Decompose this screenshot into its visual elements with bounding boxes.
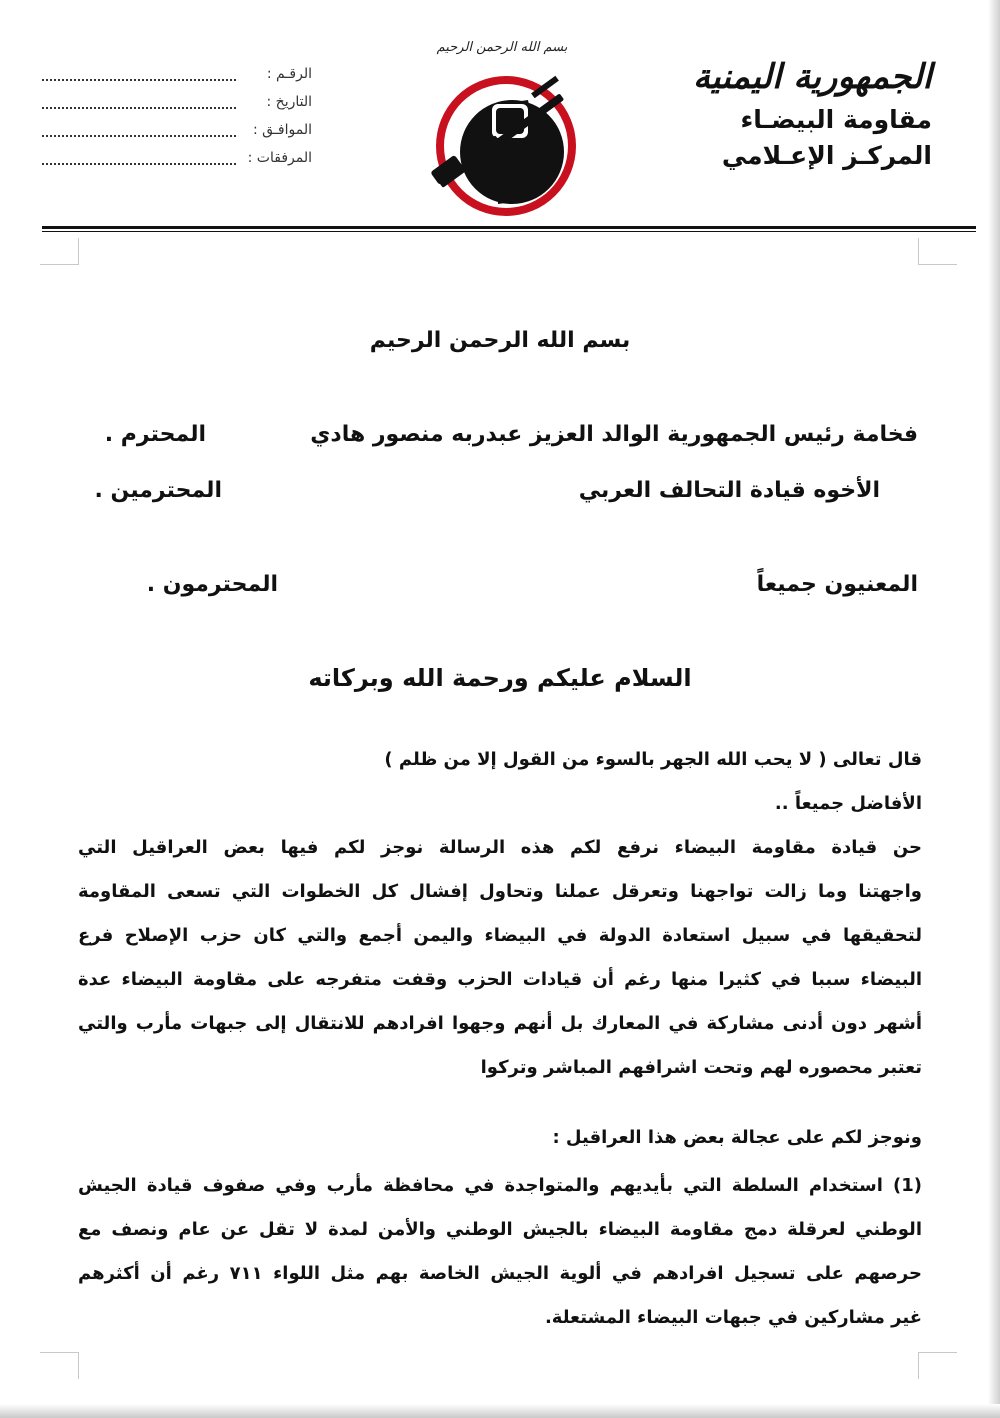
page-bottom-shadow <box>0 1404 1000 1418</box>
resistance-logo <box>422 40 582 220</box>
field-date <box>42 88 312 116</box>
paragraph-1-line: البيضاء سببا في كثيرا منها رغم أن قيادات الحزب وقفت متفرجه على مقاومة البيضاء عدة <box>78 969 922 990</box>
header-divider-thick <box>42 226 976 229</box>
obstacles-intro-line: ونوجز لكم على عجالة بعض هذا العراقيل : <box>552 1127 922 1148</box>
crop-mark-bottom-right <box>918 1352 957 1379</box>
field-date-line <box>42 95 236 109</box>
addressee-coalition-name: الأخوه قيادة التحالف العربي <box>578 478 880 503</box>
field-corresponding-label: الموافـق : <box>252 122 312 138</box>
organization-name: مقاومة البيضـاء <box>740 105 932 134</box>
addressee-coalition-honorific: المحترمين . <box>94 478 222 503</box>
addressee-coalition <box>78 478 918 512</box>
letter-salutation: الأفاضل جميعاً .. <box>774 793 922 814</box>
paragraph-2 <box>78 1164 922 1340</box>
addressee-concerned <box>78 572 918 606</box>
paragraph-1-line: أشهر دون أدنى مشاركة في المعارك بل أنهم وجهوا افرادهم للانتقال إلى جبهات مأرب والتي <box>78 1013 922 1034</box>
field-number-line <box>42 67 236 81</box>
paragraph-1-line: حن قيادة مقاومة البيضاء نرفع لكم هذه الرسالة نوجز لكم فيها بعض العراقيل التي <box>78 837 922 858</box>
media-center-name: المركـز الإعـلامي <box>721 141 932 170</box>
addressee-concerned-honorific: المحترمون . <box>146 572 278 597</box>
republic-name: الجمهورية اليمنية <box>692 57 932 97</box>
paragraph-1-line: تعتبر محصوره لهم وتحت اشرافهم المباشر وتركوا <box>480 1057 922 1078</box>
crop-mark-top-right <box>918 238 957 265</box>
field-date-label: التاريخ : <box>266 94 312 110</box>
field-number <box>42 60 312 88</box>
paragraph-1-line: واجهتنا وما زالت تواجهنا وتعرقل عملنا وتحاول إفشال كل الخطوات التي تسعى المقاومة <box>78 881 922 902</box>
paragraph-1-line: لتحقيقها في سبيل استعادة الدولة في البيضاء واليمن أجمع والتي كان حزب الإصلاح فرع <box>78 925 922 946</box>
page-edge-shadow <box>988 0 1000 1418</box>
letter-quote-block <box>78 738 922 826</box>
addressee-president-honorific: المحترم . <box>104 422 206 447</box>
field-number-label: الرقـم : <box>266 66 312 82</box>
field-attachments-line <box>42 151 236 165</box>
paragraph-2-line: (1) استخدام السلطة التي بأيديهم والمتواجدة في محافظة مأرب وفي صفوف قيادة الجيش <box>78 1175 922 1196</box>
addressee-president-name: فخامة رئيس الجمهورية الوالد العزيز عبدربه منصور هادي <box>310 422 918 447</box>
letter-greeting: السلام عليكم ورحمة الله وبركاته <box>308 664 692 692</box>
obstacles-intro <box>78 1116 922 1160</box>
addressee-concerned-name: المعنيون جميعاً <box>756 572 918 597</box>
header-divider-thin <box>42 231 976 232</box>
letter-basmala: بسم الله الرحمن الرحيم <box>369 328 631 353</box>
field-corresponding <box>42 116 312 144</box>
crop-mark-top-left <box>40 238 79 265</box>
paragraph-1 <box>78 826 922 1090</box>
logo-emblem-icon <box>422 40 582 220</box>
quranic-quote: قال تعالى ( لا يحب الله الجهر بالسوء من القول إلا من ظلم ) <box>384 749 922 770</box>
paragraph-2-line: غير مشاركين في جبهات البيضاء المشتعلة. <box>544 1307 922 1328</box>
letterhead-organization <box>682 52 932 174</box>
paragraph-2-line: الوطني لعرقلة دمج مقاومة البيضاء بالجيش الوطني والأمن لمدة لا تقل عن عام ونصف مع <box>78 1219 922 1240</box>
letterhead-fields <box>42 60 312 172</box>
field-corresponding-line <box>42 123 236 137</box>
addressee-president <box>78 422 918 456</box>
paragraph-2-line: حرصهم على تسجيل افرادهم في ألوية الجيش الخاصة بهم مثل اللواء ٧١١ رغم أن أكثرهم <box>78 1263 922 1284</box>
crop-mark-bottom-left <box>40 1352 79 1379</box>
field-attachments-label: المرفقات : <box>247 150 312 166</box>
field-attachments <box>42 144 312 172</box>
logo-basmala: بسم الله الرحمن الرحيم <box>436 40 568 55</box>
